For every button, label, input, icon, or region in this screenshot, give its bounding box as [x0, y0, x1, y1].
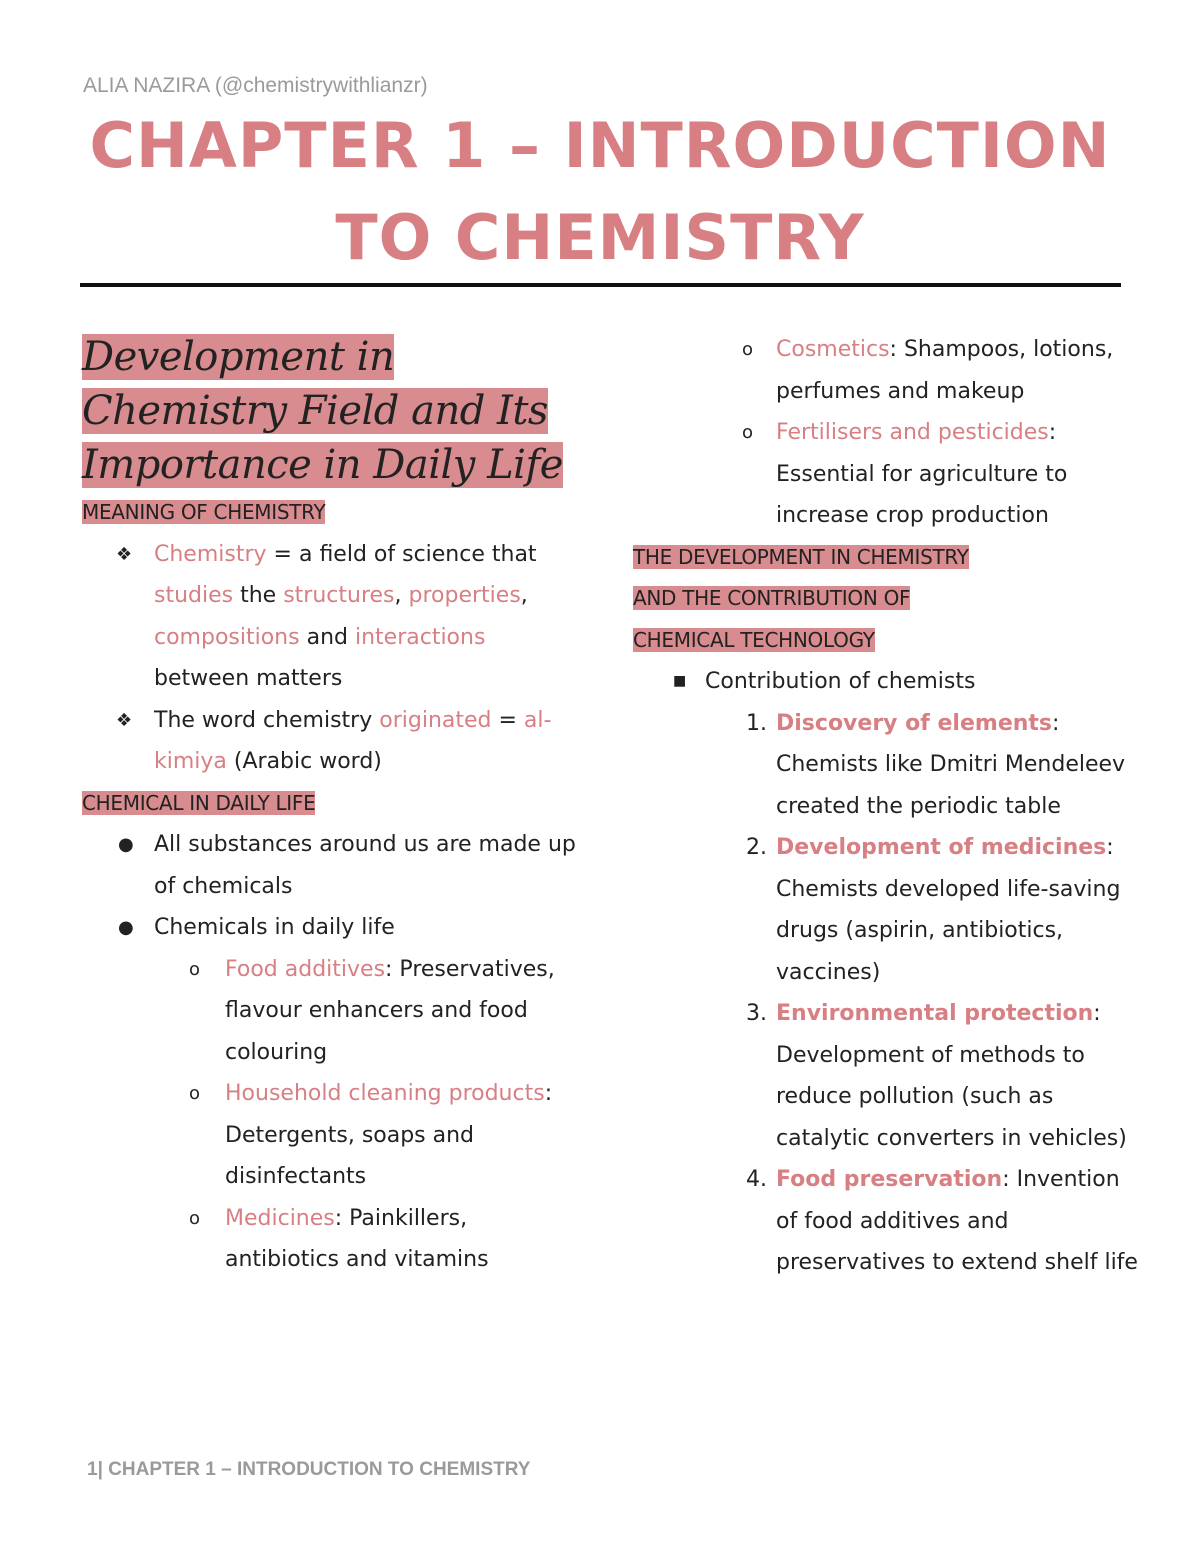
- text-chunk: =: [491, 707, 524, 733]
- item-term: Environmental protection: [776, 1001, 1094, 1026]
- list-item: [82, 824, 582, 907]
- item-number: 4.: [746, 1167, 767, 1192]
- term-chemistry: Chemistry: [154, 541, 267, 567]
- item-desc: : Painkillers, antibiotics and vitamins: [225, 1205, 489, 1272]
- numbered-item: [633, 1159, 1143, 1284]
- list-item: [633, 412, 1143, 537]
- term-al-kimiya: al-kimiya: [154, 707, 552, 774]
- text-chunk: = a field of science that: [266, 541, 537, 567]
- item-desc: : Invention of food additives and preservatives to extend shelf life: [776, 1167, 1138, 1275]
- section-heading-text: Development in Chemistry Field and Its Importance in Daily Life: [82, 334, 563, 488]
- subheading-meaning-text: MEANING OF CHEMISTRY: [82, 500, 326, 524]
- term-properties: properties: [408, 583, 521, 608]
- bullet-dot-icon: ●: [118, 917, 134, 938]
- section-heading: [82, 330, 582, 492]
- item-number: 1.: [746, 710, 767, 736]
- bullet-dot-icon: ●: [118, 834, 134, 855]
- square-bullet-icon: ■: [673, 673, 687, 689]
- subheading-development: [633, 578, 1143, 620]
- item-desc: : Development of methods to reduce pollution (such as catalytic converters in vehicles): [776, 1001, 1127, 1151]
- text-chunk: between matters: [154, 666, 343, 691]
- item-term: Fertilisers and pesticides: [776, 420, 1049, 445]
- term-structures: structures: [283, 583, 395, 608]
- title-line-1: CHAPTER 1 – INTRODUCTION: [89, 109, 1111, 182]
- circle-bullet-icon: o: [742, 422, 754, 443]
- item-desc: : Essential for agriculture to increase crop production: [776, 420, 1068, 528]
- item-term: Development of medicines: [776, 835, 1107, 860]
- right-column: [633, 329, 1143, 1284]
- subheading-daily-life-text: CHEMICAL IN DAILY LIFE: [82, 790, 316, 815]
- page-footer: 1| CHAPTER 1 – INTRODUCTION TO CHEMISTRY: [87, 1459, 531, 1480]
- text-chunk: ,: [520, 583, 528, 608]
- text-chunk: and: [299, 624, 355, 650]
- item-number: 2.: [746, 835, 767, 860]
- list-item: [82, 1198, 582, 1281]
- subheading-development: [633, 537, 1143, 579]
- list-item: [633, 329, 1143, 412]
- list-item: [82, 949, 582, 1074]
- subheading-development-line-1: THE DEVELOPMENT IN CHEMISTRY: [633, 544, 969, 569]
- circle-bullet-icon: o: [189, 1083, 201, 1104]
- item-term: Household cleaning products: [225, 1081, 545, 1106]
- author-credit: ALIA NAZIRA (@chemistrywithlianzr): [83, 74, 428, 97]
- circle-bullet-icon: o: [189, 1207, 201, 1229]
- text-chunk: The word chemistry: [154, 707, 380, 733]
- list-item: [82, 907, 582, 949]
- list-item: [633, 661, 1143, 703]
- term-originated: originated: [379, 707, 492, 733]
- numbered-item: [633, 703, 1143, 828]
- list-item-text: Contribution of chemists: [705, 669, 976, 694]
- circle-bullet-icon: o: [189, 958, 201, 980]
- item-desc: : Preservatives, flavour enhancers and food colouring: [225, 956, 555, 1065]
- diamond-bullet-icon: ❖: [116, 543, 133, 565]
- term-compositions: compositions: [154, 624, 300, 650]
- item-term: Food preservation: [776, 1167, 1003, 1192]
- subheading-development-line-3: CHEMICAL TECHNOLOGY: [633, 627, 875, 652]
- list-item: [82, 1073, 582, 1198]
- item-desc: : Shampoos, lotions, perfumes and makeup: [776, 337, 1114, 404]
- numbered-item: [633, 993, 1143, 1159]
- left-column: [82, 330, 582, 1281]
- item-number: 3.: [746, 1001, 767, 1026]
- item-term: Discovery of elements: [776, 710, 1053, 736]
- item-term: Cosmetics: [776, 337, 890, 362]
- subheading-daily-life: [82, 783, 582, 825]
- diamond-bullet-icon: ❖: [116, 709, 133, 731]
- text-chunk: ,: [394, 583, 409, 608]
- list-item-text: All substances around us are made up of chemicals: [154, 832, 576, 899]
- item-desc: : Detergents, soaps and disinfectants: [225, 1081, 553, 1189]
- item-term: Food additives: [225, 956, 386, 982]
- list-item: [82, 534, 582, 700]
- term-studies: studies: [154, 583, 234, 608]
- list-item: [82, 700, 582, 783]
- title-divider: [80, 283, 1121, 287]
- item-desc: : Chemists like Dmitri Mendeleev created the periodic table: [776, 710, 1126, 819]
- chapter-title: [80, 100, 1120, 284]
- text-chunk: the: [233, 583, 284, 608]
- numbered-item: [633, 827, 1143, 993]
- term-interactions: interactions: [354, 624, 486, 650]
- subheading-development-line-2: AND THE CONTRIBUTION OF: [633, 586, 911, 610]
- text-chunk: (Arabic word): [226, 749, 382, 774]
- circle-bullet-icon: o: [742, 339, 754, 360]
- subheading-meaning: [82, 492, 582, 534]
- title-line-2: TO CHEMISTRY: [335, 201, 865, 274]
- item-desc: : Chemists developed life-saving drugs (aspirin, antibiotics, vaccines): [776, 835, 1121, 985]
- subheading-development: [633, 620, 1143, 662]
- item-term: Medicines: [225, 1205, 335, 1231]
- list-item-text: Chemicals in daily life: [154, 915, 395, 940]
